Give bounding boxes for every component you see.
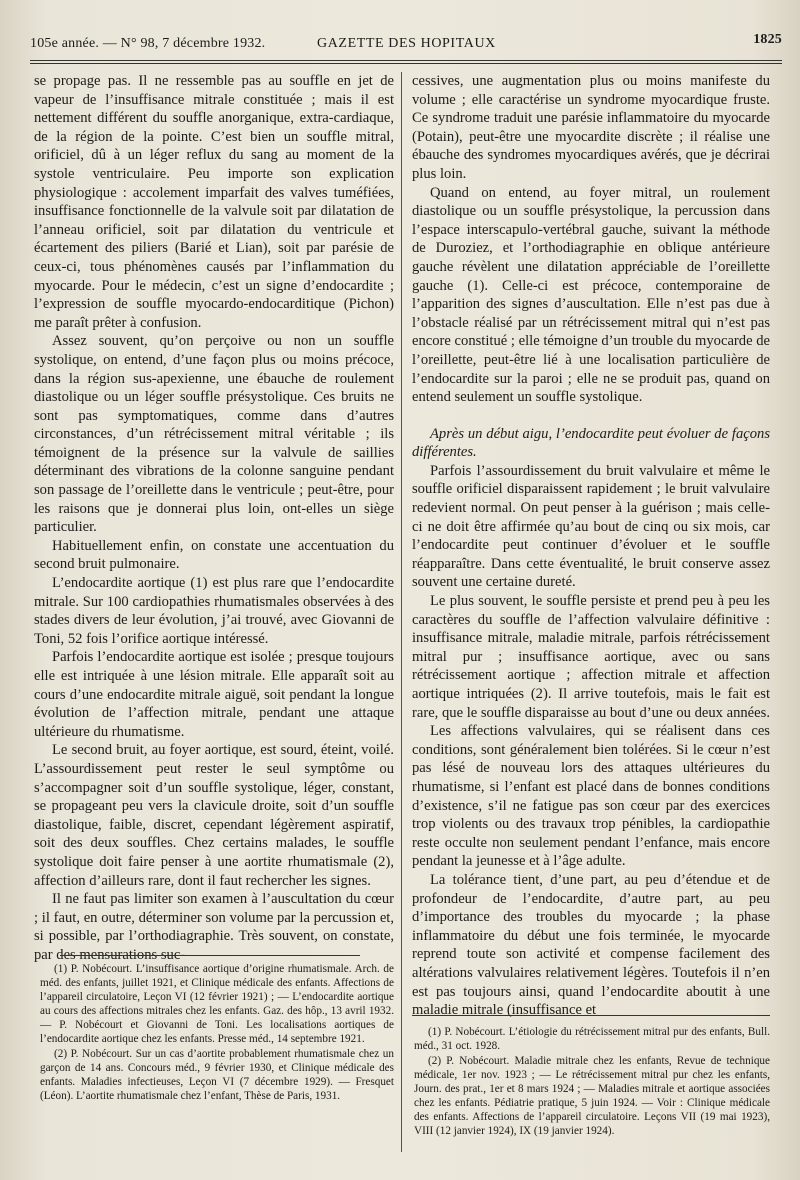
paragraph: Les affections valvulaires, qui se réalisent dans ces conditions, sont généralement bien tolérées. Si le cœur n’est pas lésé de nouveau lors des attaques ultérieures du rhumatisme, si l’enfant est placé dans de bonnes conditions d’existence, s’il ne fatigue pas son cœur par des exercices trop violents ou des travaux trop pénibles, la cardiopathie reste occulte non seulement pendant l’enfance, mais encore pendant la jeunesse et à l’âge adulte.: [412, 723, 770, 870]
footnote-rule-left: [60, 955, 360, 956]
paragraph: Parfois l’endocardite aortique est isolée ; presque toujours elle est intriquée à une lésion mitrale. Elle apparaît soit au cours d’une endocardite mitrale aiguë, soit pendant la longue évolution de l’affection mitrale, pendant une attaque ultérieure du rhumatisme.: [34, 649, 394, 740]
right-column: [412, 72, 770, 1020]
paragraph: se propage pas. Il ne ressemble pas au souffle en jet de vapeur de l’insuffisance mitrale constituée ; mais il est nettement différent du souffle anorganique, extra-cardiaque, de la région de la pointe. C’est bien un souffle mitral, orificiel, dû à un léger reflux du sang au moment de la systole ventriculaire. Peu importe son explication physiologique : accolement imparfait des valves tuméfiées, insuffisance fonctionnelle de la valvule soit par dilatation de l’anneau orificiel, soit par dilatation du ventricule et écartement des piliers (Barié et Lian), soit par parésie de ceux-ci, tous phénomènes causés par l’inflammation du myocarde. Pour le médecin, c’est un signe d’endocardite ; l’expression de souffle myocardo-endocarditique (Pichon) me paraît prêter à confusion.: [34, 73, 394, 331]
header-rule-bottom: [30, 63, 782, 64]
running-header: [30, 30, 782, 56]
paragraph: Le second bruit, au foyer aortique, est sourd, éteint, voilé. L’assourdissement peut rester le seul symptôme ou s’accompagner soit d’un souffle systolique, léger, constant, se propageant peu vers la clavicule droite, soit d’un souffle diastolique, faible, discret, cependant légèrement aspiratif, soit des deux souffles. Chez certains malades, le souffle systolique doit faire penser à une aortite rhumatismale (2), affection d’ailleurs rare, dont il faut rechercher les signes.: [34, 742, 394, 889]
footnote: (1) P. Nobécourt. L’étiologie du rétrécissement mitral pur des enfants, Bull. méd., 31 oct. 1928.: [414, 1026, 770, 1052]
paragraph: Quand on entend, au foyer mitral, un roulement diastolique ou un souffle présystolique, la percussion dans l’espace interscapulo-vertébral gauche, suivant la méthode de Duroziez, et l’orthodiagraphie en oblique antérieure gauche révèlent une dilatation appréciable de l’oreillette gauche (1). Celle-ci est précoce, contemporaine de l’apparition des signes d’auscultation. Elle n’est pas due à l’obstacle réalisé par un rétrécissement mitral qui n’est pas encore constitué ; elle témoigne d’un trouble du myocarde de l’oreillette, peut-être lié à une localisation particulière de l’endocardite sur la paroi ; elle ne se produit pas, quand on entend seulement un souffle systolique.: [412, 184, 770, 406]
left-column: [34, 72, 394, 965]
page-number: 1825: [753, 32, 782, 47]
footnotes-left: [40, 962, 394, 1104]
issue-line: 105e année. — N° 98, 7 décembre 1932.: [30, 36, 266, 51]
footnote-rule-right: [412, 1015, 770, 1016]
paragraph: cessives, une augmentation plus ou moins manifeste du volume ; elle caractérise un syndrome myocardique fruste. Ce syndrome traduit une parésie inflammatoire du myocarde (Potain), peut-être une myocardite discrète ; il réalise une ébauche des syndromes myocardiques avérés, que je décrirai plus loin.: [412, 73, 770, 182]
footnote: (2) P. Nobécourt. Maladie mitrale chez les enfants, Revue de technique médicale, 1er nov. 1923 ; — Le rétrécissement mitral pur chez les enfants, Journ. des prat., 1er et 8 mars 1924 ; — Maladies mitrale et aortique associées chez les enfants. Pédiatrie pratique, 5 juin 1924. — Voir : Clinique médicale des enfants. Affections de l’appareil circulatoire. Leçons VII (19 mai 1923), VIII (12 janvier 1924), IX (19 janvier 1924).: [414, 1055, 770, 1137]
paragraph: La tolérance tient, d’une part, au peu d’étendue et de profondeur de l’endocardite, d’autre part, au peu d’importance des troubles du myocarde ; la phase inflammatoire du début une fois terminée, le myocarde reprend toute son activité et compense facilement des altérations valvulaires relativement légères. Toutefois il n’en est pas toujours ainsi, quand l’endocardite aboutit à une maladie mitrale (insuffisance et: [412, 871, 770, 1019]
header-rule-top: [30, 60, 782, 61]
column-separator: [401, 72, 402, 1152]
section-lead: Après un début aigu, l’endocardite peut évoluer de façons différentes.: [412, 425, 770, 461]
paragraph: L’endocardite aortique (1) est plus rare que l’endocardite mitrale. Sur 100 cardiopathies rhumatismales observées à des stades divers de leur évolution, j’ai trouvé, avec Giovanni de Toni, 52 fois l’orifice aortique intéressé.: [34, 575, 394, 647]
paragraph: Assez souvent, qu’on perçoive ou non un souffle systolique, on entend, d’une façon plus ou moins précoce, dans la région sus-apexienne, une ébauche de roulement diastolique ou un léger souffle présystolique. Ces bruits ne sont pas symptomatiques, comme dans d’autres circonstances, d’un rétrécissement mitral véritable ; ils témoignent de la présence sur la valvule de saillies déterminant des vibrations de la colonne sanguine pendant son passage de l’oreillette dans le ventricule ; peut-être, pour les raisons que je donnerai plus loin, ont-elles un siège particulier.: [34, 333, 394, 536]
footnote: (2) P. Nobécourt. Sur un cas d’aortite probablement rhumatismale chez un garçon de 14 ans. Concours méd., 9 février 1930, et Clinique médicale des enfants. Maladies infectieuses, Leçon VI (7 décembre 1929). — Fresquet (Léon). L’aortite rhumatismale chez l’enfant, Thèse de Paris, 1931.: [40, 1048, 394, 1102]
paragraph: Il ne faut pas limiter son examen à l’auscultation du cœur ; il faut, en outre, déterminer son volume par la percussion et, si possible, par l’orthodiagraphie. Très souvent, on constate, par des mensurations suc-: [34, 891, 394, 963]
footnotes-right: [414, 1025, 770, 1139]
paragraph: Parfois l’assourdissement du bruit valvulaire et même le souffle orificiel disparaissent rapidement ; le bruit valvulaire redevient normal. On peut penser à la guérison ; mais celle-ci ne doit être affirmée qu’au bout de cinq ou six mois, car l’endocardite peut continuer d’évoluer et le souffle réapparaître. Dans cette éventualité, le bruit conserve assez souvent une certaine dureté.: [412, 462, 770, 591]
paragraph: Le plus souvent, le souffle persiste et prend peu à peu les caractères du souffle de l’affection valvulaire définitive : insuffisance mitrale, maladie mitrale, parfois rétrécissement mitral pur ; insuffisance aortique, avec ou sans rétrécissement aortique ; affection mitrale et affection aortique intriquées (2). Il arrive toutefois, mais le fait est rare, que le souffle disparaisse au bout d’une ou deux années.: [412, 593, 770, 721]
footnote: (1) P. Nobécourt. L’insuffisance aortique d’origine rhumatismale. Arch. de méd. des enfants, juillet 1921, et Clinique médicale des enfants. Affections de l’appareil circulatoire, Leçon VI (12 février 1921) ; — L’endocardite aortique au cours des affections mitrales chez les enfants. Gaz. des hôp., 13 avril 1932. — P. Nobécourt et Giovanni de Toni. Les localisations aortiques de l’endocardite aortique chez les enfants. Presse méd., 14 septembre 1921.: [40, 963, 394, 1045]
journal-title: GAZETTE DES HOPITAUX: [317, 36, 496, 51]
paragraph: Habituellement enfin, on constate une accentuation du second bruit pulmonaire.: [34, 537, 394, 573]
